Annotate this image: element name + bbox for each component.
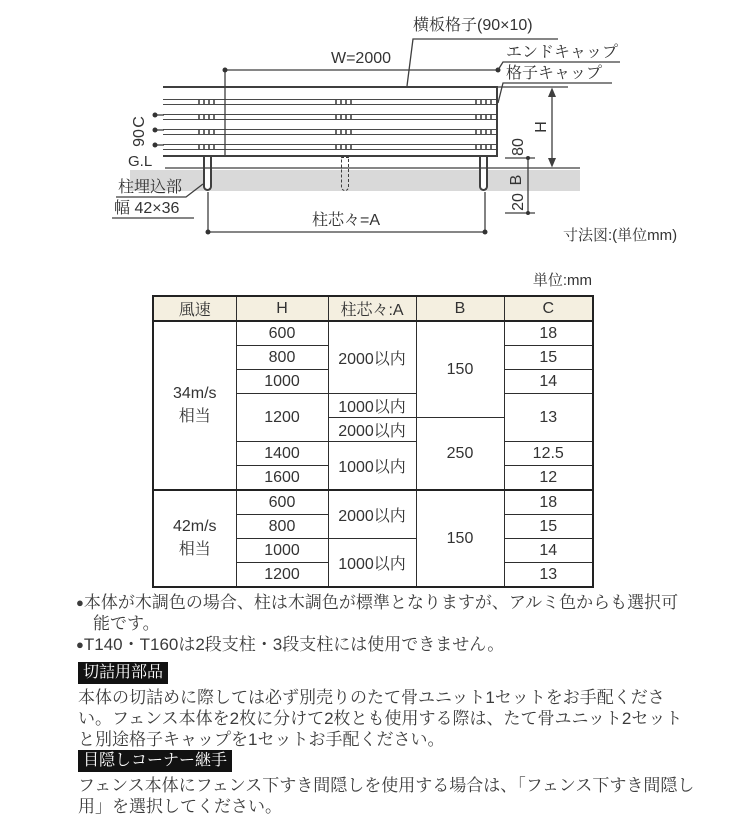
post-embed-size: 幅 42×36 bbox=[114, 200, 180, 217]
lattice-cap-label: 格子キャップ bbox=[506, 65, 603, 82]
a-cell: 2000以内 bbox=[328, 490, 416, 539]
wind-suffix: 相当 bbox=[178, 541, 211, 558]
h-cell: 1200 bbox=[236, 394, 328, 442]
c-cell: 15 bbox=[504, 346, 593, 370]
c-cell: 13 bbox=[504, 563, 593, 588]
wind-cell-42 bbox=[153, 490, 236, 587]
c-cell: 15 bbox=[504, 515, 593, 539]
width-dimension-label: W=2000 bbox=[330, 50, 392, 67]
h-cell: 1000 bbox=[236, 370, 328, 394]
c-cell: 18 bbox=[504, 490, 593, 515]
b-cell: 150 bbox=[416, 321, 504, 418]
c-cell: 12.5 bbox=[504, 442, 593, 466]
board-label: 横板格子(90×10) bbox=[413, 17, 533, 34]
h-cell: 1000 bbox=[236, 539, 328, 563]
spec-table bbox=[152, 295, 594, 588]
post-embed-label: 柱埋込部 bbox=[118, 179, 183, 196]
note-text: 本体が木調色の場合、柱は木調色が標準となりますが、アルミ色からも選択可能です。 bbox=[83, 593, 679, 633]
bullet-icon: ● bbox=[76, 595, 84, 610]
section-title-badge: 目隠しコーナー継手 bbox=[78, 750, 232, 772]
a-cell: 1000以内 bbox=[328, 394, 416, 418]
wind-value: 42m/s bbox=[172, 518, 217, 535]
h-cell: 800 bbox=[236, 346, 328, 370]
note-item bbox=[76, 634, 692, 655]
section-body: 本体の切詰めに際しては必ず別売りのたて骨ユニット1セットをお手配ください。フェンス本体を2枚に分けて2枚とも使用する際は、たて骨ユニット2セットと別途格子キャップを1セットお手配ください。 bbox=[78, 688, 683, 749]
section-title-badge: 切詰用部品 bbox=[78, 662, 168, 684]
b-cell: 250 bbox=[416, 418, 504, 491]
c-cell: 13 bbox=[504, 394, 593, 442]
note-item bbox=[76, 592, 692, 634]
table-header-row bbox=[153, 296, 593, 321]
h-cell: 600 bbox=[236, 490, 328, 515]
a-cell: 2000以内 bbox=[328, 321, 416, 394]
col-header-wind: 風速 bbox=[153, 296, 236, 321]
note-text: T140・T160は2段支柱・3段支柱には使用できません。 bbox=[83, 635, 505, 654]
section-corner-joint bbox=[78, 750, 696, 817]
col-header-c: C bbox=[504, 296, 593, 321]
section-cut-parts bbox=[78, 662, 696, 750]
post-pitch-label: 柱芯々=A bbox=[311, 212, 381, 229]
h-cell: 1200 bbox=[236, 563, 328, 588]
wind-suffix: 相当 bbox=[178, 408, 211, 425]
table-row bbox=[153, 490, 593, 515]
wind-cell-34 bbox=[153, 321, 236, 490]
col-header-b: B bbox=[416, 296, 504, 321]
h-cell: 800 bbox=[236, 515, 328, 539]
a-cell: 1000以内 bbox=[328, 442, 416, 491]
c-cell: 18 bbox=[504, 321, 593, 346]
dimension-diagram bbox=[0, 0, 740, 265]
col-header-h: H bbox=[236, 296, 328, 321]
wind-value: 34m/s bbox=[172, 385, 217, 402]
table-row bbox=[153, 321, 593, 346]
section-body: フェンス本体にフェンス下すき間隠しを使用する場合は、「フェンス下すき間隠し用」を選択してください。 bbox=[78, 776, 695, 816]
col-header-a: 柱芯々:A bbox=[328, 296, 416, 321]
a-cell: 1000以内 bbox=[328, 539, 416, 588]
h-cell: 1600 bbox=[236, 466, 328, 491]
height-dim-label: H bbox=[533, 121, 551, 133]
c-cell: 14 bbox=[504, 539, 593, 563]
table-unit-label: 単位:mm bbox=[532, 272, 592, 289]
h-cell: 600 bbox=[236, 321, 328, 346]
dim-b-label: B bbox=[508, 174, 526, 186]
bullet-icon: ● bbox=[76, 637, 84, 652]
ground-level-label: G.L bbox=[128, 153, 153, 170]
dim-20-label: 20 bbox=[510, 193, 528, 211]
end-cap-label: エンドキャップ bbox=[506, 44, 619, 61]
dim-80-label: 80 bbox=[510, 138, 528, 156]
c-cell: 12 bbox=[504, 466, 593, 491]
c-cell: 14 bbox=[504, 370, 593, 394]
notes-list bbox=[76, 592, 692, 655]
a-cell: 2000以内 bbox=[328, 418, 416, 442]
diagram-caption: 寸法図:(単位mm) bbox=[563, 227, 678, 244]
board-height-label: 90 bbox=[131, 129, 149, 147]
gap-dim-label: C bbox=[131, 116, 149, 128]
b-cell: 150 bbox=[416, 490, 504, 587]
h-cell: 1400 bbox=[236, 442, 328, 466]
